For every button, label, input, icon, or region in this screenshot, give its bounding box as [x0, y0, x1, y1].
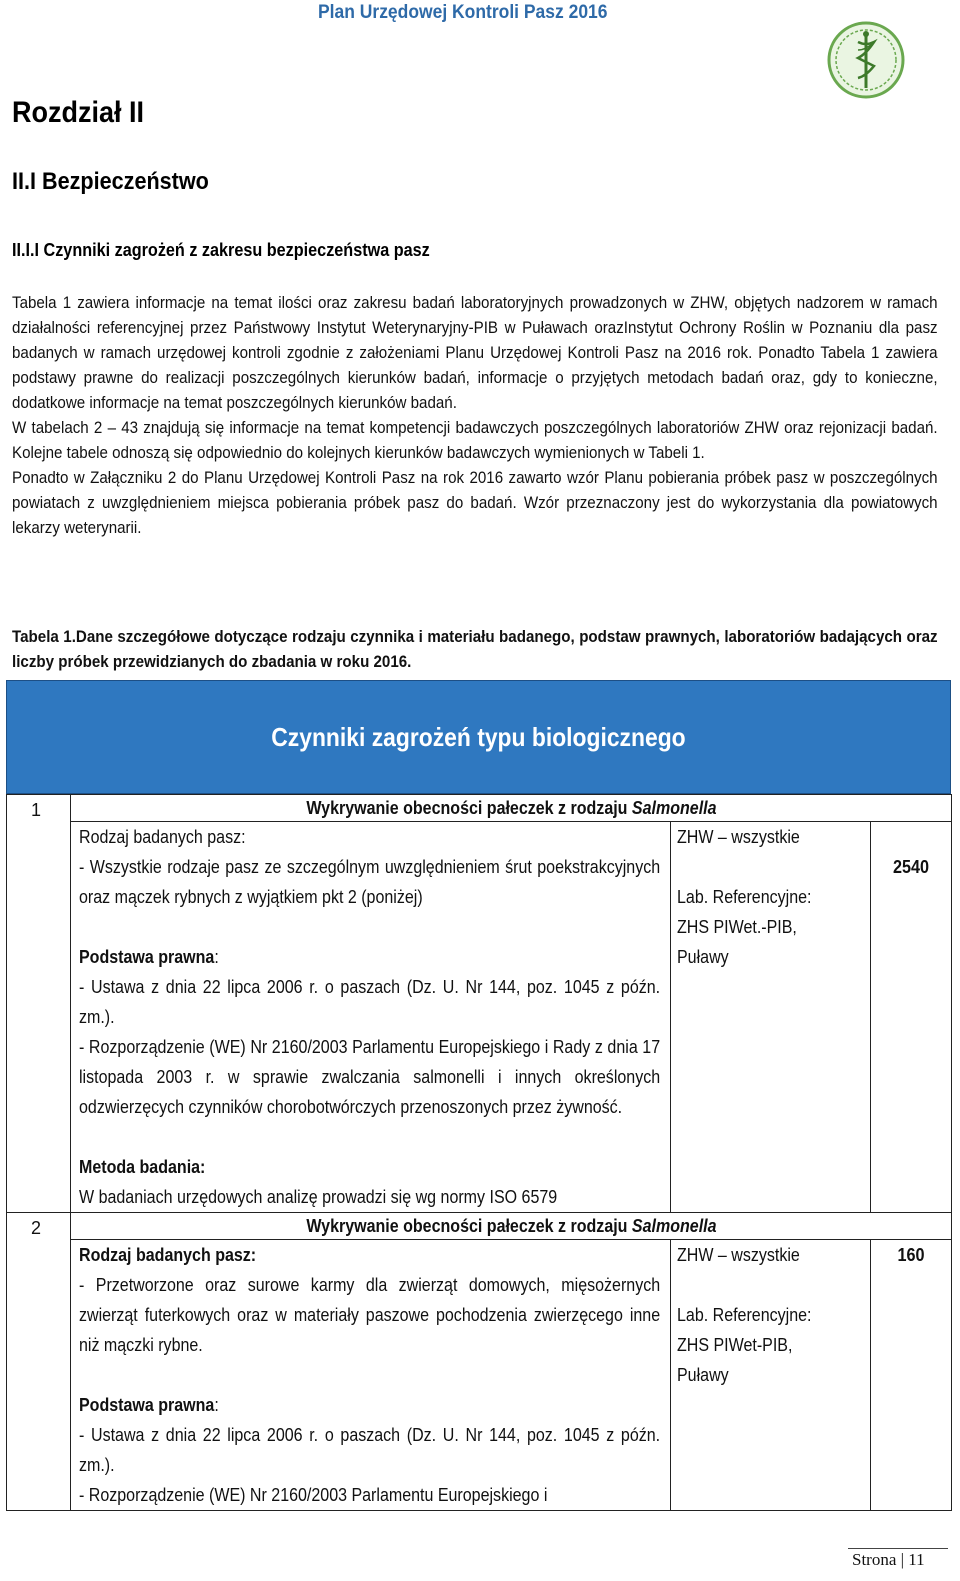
category-banner-text: Czynniki zagrożeń typu biologicznego: [271, 721, 686, 752]
legal-label: Podstawa prawna: [79, 947, 215, 967]
description-cell: [71, 822, 671, 1213]
footer-divider: [848, 1548, 948, 1549]
document-title: Plan Urzędowej Kontroli Pasz 2016: [318, 2, 608, 23]
row-title: Wykrywanie obecności pałeczek z rodzaju: [305, 798, 632, 818]
legal-text-2: - Rozporządzenie (WE) Nr 2160/2003 Parlamentu Europejskiego i: [79, 1485, 548, 1505]
lab-line: ZHS PIWet.-PIB,: [677, 917, 797, 937]
table-caption-text: Dane szczegółowe dotyczące rodzaju czynnika i materiału badanego, podstaw prawnych, laboratoriów badających oraz liczby próbek przewidzianych do zbadania w roku 2016.: [12, 627, 938, 671]
row-number: 2: [31, 1218, 42, 1238]
row-number: 1: [31, 800, 42, 820]
paragraph: W tabelach 2 – 43 znajdują się informacje na temat kompetencji badawczych poszczególnych laboratoriów ZHW oraz rejonizacji badań. Kolejne tabele odnoszą się odpowiednio do kolejnych kierunków badawczych wymienionych w Tabeli 1.: [12, 418, 938, 462]
feed-text: - Wszystkie rodzaje pasz ze szczególnym uwzględnieniem śrut poekstrakcyjnych oraz mączek rybnych z wyjątkiem pkt 2 (poniżej): [79, 857, 661, 907]
description-cell: [71, 1240, 671, 1511]
lab-line: ZHW – wszystkie: [677, 1245, 800, 1265]
caduceus-logo-icon: [826, 20, 906, 100]
sample-count-cell: [871, 1240, 952, 1511]
table-row-details: [7, 822, 952, 1213]
table-row: [7, 1213, 952, 1240]
row-title-cell: [71, 795, 952, 822]
legal-label: Podstawa prawna: [79, 1395, 215, 1415]
section-heading: II.I Bezpieczeństwo: [12, 168, 209, 195]
row-number-cell: [7, 1213, 71, 1511]
lab-line: ZHS PIWet-PIB,: [677, 1335, 793, 1355]
method-label: Metoda badania:: [79, 1157, 206, 1177]
row-title-italic: Salmonella: [631, 798, 717, 818]
row-title-italic: Salmonella: [631, 1216, 717, 1236]
table-caption: [12, 624, 938, 674]
intro-text: [12, 290, 938, 540]
lab-line: Puławy: [677, 1365, 729, 1385]
legal-text-2: - Rozporządzenie (WE) Nr 2160/2003 Parlamentu Europejskiego i Rady z dnia 17 listopada 2003 r. w sprawie zwalczania salmonelli i innych określonych odzwierzęcych czynników chorobotwórczych przenoszonych przez żywność.: [79, 1037, 661, 1117]
page-number: Strona | 11: [852, 1550, 925, 1569]
legal-text-1: - Ustawa z dnia 22 lipca 2006 r. o paszach (Dz. U. Nr 144, poz. 1045 z późn. zm.).: [79, 1425, 661, 1475]
legal-text-1: - Ustawa z dnia 22 lipca 2006 r. o paszach (Dz. U. Nr 144, poz. 1045 z późn. zm.).: [79, 977, 661, 1027]
paragraph: Ponadto w Załączniku 2 do Planu Urzędowej Kontroli Pasz na rok 2016 zawarto wzór Planu pobierania próbek pasz w poszczególnych powiatach z uwzględnieniem miejsca pobierania próbek pasz do badań. Wzór przeznaczony jest do wykorzystania dla powiatowych lekarzy weterynarii.: [12, 468, 938, 537]
chapter-heading: Rozdział II: [12, 96, 145, 129]
laboratory-cell: [671, 822, 871, 1213]
row-title-cell: [71, 1213, 952, 1240]
feed-text: - Przetworzone oraz surowe karmy dla zwierząt domowych, mięsożernych zwierząt futerkowych oraz w materiały paszowe pochodzenia zwierzęcego inne niż mączki rybne.: [79, 1275, 661, 1355]
legal-colon: :: [214, 947, 219, 967]
subsection-heading: II.I.I Czynniki zagrożeń z zakresu bezpieczeństwa pasz: [12, 240, 430, 260]
category-banner: [6, 680, 951, 794]
feed-label: Rodzaj badanych pasz:: [79, 827, 246, 847]
legal-colon: :: [214, 1395, 219, 1415]
sample-count-cell: [871, 822, 952, 1213]
lab-line: Lab. Referencyjne:: [677, 1305, 812, 1325]
laboratory-cell: [671, 1240, 871, 1511]
lab-line: Puławy: [677, 947, 729, 967]
data-table: [6, 794, 952, 1511]
sample-count: 2540: [892, 857, 930, 877]
table-row-details: [7, 1240, 952, 1511]
lab-line: ZHW – wszystkie: [677, 827, 800, 847]
sample-count: 160: [897, 1245, 925, 1265]
paragraph: Tabela 1 zawiera informacje na temat ilości oraz zakresu badań laboratoryjnych prowadzonych w ZHW, objętych nadzorem w ramach działalności referencyjnej przez Państwowy Instytut Weterynaryjny-PIB w Puławach orazInstytut Ochrony Roślin w Poznaniu dla pasz badanych w ramach urzędowej kontroli zgodnie z założeniami Planu Urzędowej Kontroli Pasz na 2016 rok. Ponadto Tabela 1 zawiera podstawy prawne do realizacji poszczególnych kierunków badań, informacje o przyjętych metodach badań oraz, gdy to konieczne, dodatkowe informacje na temat poszczególnych kierunków badań.: [12, 293, 938, 412]
table-row: [7, 795, 952, 822]
lab-line: Lab. Referencyjne:: [677, 887, 812, 907]
row-title: Wykrywanie obecności pałeczek z rodzaju: [305, 1216, 632, 1236]
feed-label: Rodzaj badanych pasz:: [79, 1245, 257, 1265]
table-caption-label: Tabela 1.: [12, 627, 76, 646]
method-text: W badaniach urzędowych analizę prowadzi się wg normy ISO 6579: [79, 1187, 558, 1207]
row-number-cell: [7, 795, 71, 1213]
